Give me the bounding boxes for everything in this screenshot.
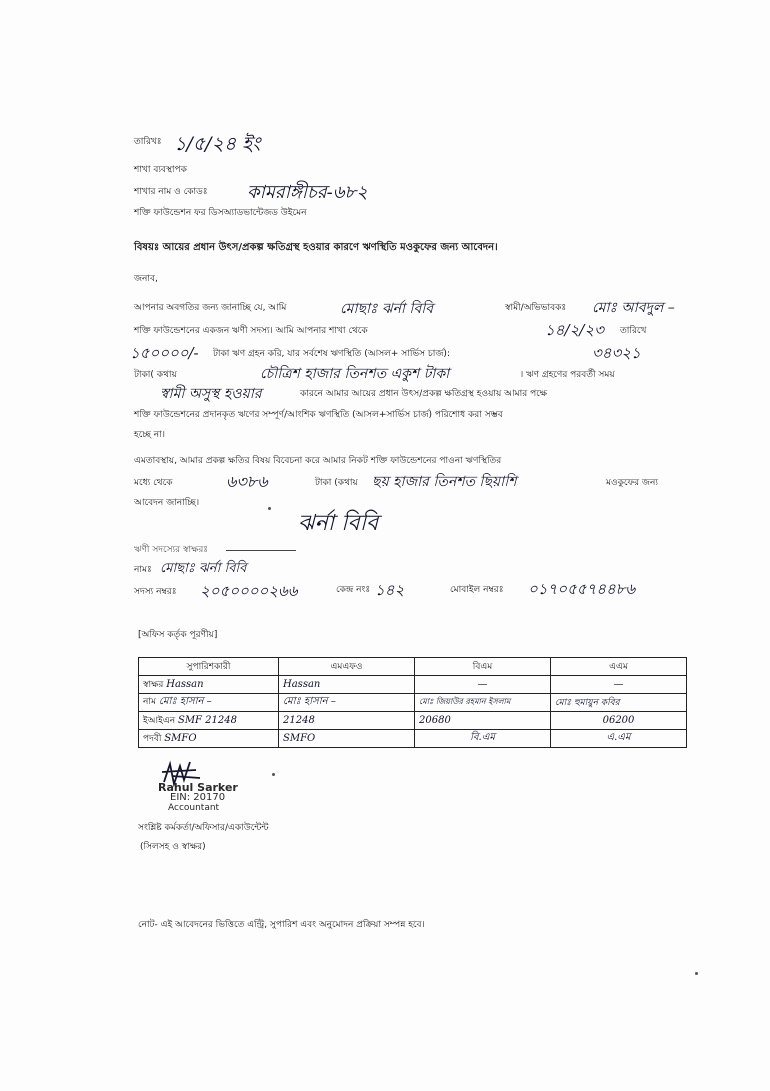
table-header-row	[139, 658, 687, 676]
table-cell: এ.এম	[551, 730, 687, 748]
member-signature-hw: ঝর্না বিবি	[298, 511, 379, 536]
footer-note: নোট- এই আবেদনের ভিত্তিতে এন্ট্রি, সুপারিশ এবং অনুমোদন প্রক্রিয়া সম্পন্ন হবে।	[138, 920, 425, 930]
mobile-label: মোবাইল নম্বরঃ	[450, 585, 504, 595]
applicant-name-hw: মোছাঃ ঝর্না বিবি	[340, 301, 434, 317]
p1-line4-text: টাকা( কথায়	[134, 370, 177, 380]
office-approval-table	[138, 657, 687, 748]
member-name-hw: মোছাঃ ঝর্না বিবি	[160, 561, 247, 576]
guardian-label: স্বামী/অভিভাবকঃ	[505, 303, 567, 313]
waive-words-hw: ছয় হাজার তিনশত ছিয়াশি	[372, 474, 517, 490]
table-cell: মোঃ জিয়াউর রহমান ইসলাম	[415, 694, 551, 712]
salutation: জনাব,	[134, 274, 158, 284]
header-cell: বিএম	[415, 658, 551, 676]
loan-date-hw: ১৪/২/২৩	[545, 321, 604, 339]
accountant-stamp	[158, 783, 238, 813]
row-label: স্বাক্ষর Hassan	[139, 676, 279, 694]
office-section-title: [অফিস কর্তৃক পূরণীয়]	[138, 630, 218, 640]
scan-mark	[268, 507, 271, 510]
row-label: পদবী SMFO	[139, 730, 279, 748]
member-signature-label: ঋণী সদস্যের স্বাক্ষরঃ	[134, 545, 209, 555]
p2-line2-mid: টাকা (কথায়	[315, 478, 358, 488]
subject-line: বিষয়ঃ আয়ের প্রধান উৎস/প্রকল্প ক্ষতিগ্রস্থ হওয়ার কারণে ঋণস্থিতি মওকুফের জন্য আবেদন।	[134, 242, 498, 253]
p1-line7-text: হচ্ছে না।	[134, 430, 165, 440]
p1-line2-end: তারিখে	[620, 326, 647, 336]
p1-line6-text: শক্তি ফাউন্ডেশনের প্রদানকৃত ঋণের সম্পূর্ণ/আংশিক ঋণস্থিতি (আসল+সার্ভিস চার্জ) পরিশোধ করা সম্ভব	[134, 410, 503, 420]
p2-line1-text: এমতাবস্থায়, আমার প্রকল্প ক্ষতির বিষয় বিবেচনা করে আমার নিকট শক্তি ফাউন্ডেশনের পাওনা ঋণস্থিতির	[134, 456, 502, 466]
guardian-name-hw: মোঃ আবদুল –	[592, 300, 675, 316]
mobile-hw: ০১৭০৫৫৭৪৪৮৬	[528, 580, 636, 598]
balance-words-hw: চৌত্রিশ হাজার তিনশত একুশ টাকা	[260, 366, 450, 382]
center-label: কেন্দ্র নংঃ	[336, 585, 371, 595]
p1-line1-text: আপনার অবগতির জন্য জানাচ্ছি যে, আমি	[134, 303, 287, 313]
table-cell: 20680	[415, 712, 551, 730]
member-no-label: সদস্য নম্বরঃ	[134, 587, 177, 597]
reason-hw: স্বামী অসুস্থ হওয়ার	[160, 386, 262, 402]
member-name-label: নামঃ	[134, 565, 152, 575]
table-cell: Hassan	[279, 676, 415, 694]
accountant-label: সংশ্লিষ্ট কর্মকর্তা/অফিসার/একাউন্টেন্ট	[138, 823, 269, 833]
table-cell: —	[551, 676, 687, 694]
member-no-hw: ২০৫০০০০২৬৬	[200, 582, 298, 600]
waive-amount-hw: ৬৩৮৬	[226, 472, 268, 491]
branch-manager-label: শাখা ব্যবস্থাপক	[134, 165, 187, 175]
seal-label: (সিলসহ ও স্বাক্ষর)	[140, 842, 206, 852]
stamp-ein: EIN: 20170	[170, 792, 226, 803]
date-value: ১/৫/২৪ ইং	[174, 133, 261, 155]
header-cell: এমএফও	[279, 658, 415, 676]
table-cell: 06200	[551, 712, 687, 730]
table-cell: মোঃ হাসান –	[279, 694, 415, 712]
table-cell: SMFO	[279, 730, 415, 748]
signature-underline	[226, 550, 296, 551]
table-cell: বি.এম	[415, 730, 551, 748]
row-label: নাম মোঃ হাসান –	[139, 694, 279, 712]
stamp-name: Rahul Sarker	[158, 781, 238, 794]
table-row	[139, 730, 687, 748]
table-row	[139, 712, 687, 730]
p1-line3-text: টাকা ঋণ গ্রহন করি, যার সর্বশেষ ঋণস্থিতি (আসল+ সার্ভিস চার্জ):	[213, 349, 450, 359]
stamp-title: Accountant	[168, 803, 220, 813]
scan-mark	[695, 972, 698, 975]
row-label: ইআইএন SMF 21248	[139, 712, 279, 730]
center-no-hw: ১৪২	[375, 581, 405, 599]
table-row	[139, 676, 687, 694]
p2-line2-end: মওকুফের জন্য	[606, 478, 658, 488]
table-cell: 21248	[279, 712, 415, 730]
organization-line: শক্তি ফাউন্ডেশন ফর ডিসঅ্যাডভান্টেজড উইমেন	[134, 208, 307, 218]
scan-mark	[272, 773, 275, 776]
loan-amount-hw: ১৫০০০০/-	[130, 344, 199, 362]
date-label: তারিখঃ	[134, 137, 162, 147]
p2-line3-text: আবেদন জানাচ্ছি।	[134, 498, 200, 508]
branch-name-value: কামরাঙ্গীচর-৬৮২	[247, 182, 368, 203]
header-cell: সুপারিশকারী	[139, 658, 279, 676]
p1-line5-text: কারনে আমার আয়ের প্রধান উৎস/প্রকল্প ক্ষতিগ্রস্থ হওয়ায় আমার পক্ষে	[300, 389, 548, 399]
p1-line2-text: শক্তি ফাউন্ডেশনের একজন ঋণী সদস্য। আমি আপনার শাখা থেকে	[134, 326, 368, 336]
table-cell: —	[415, 676, 551, 694]
table-cell: মোঃ হুমায়ুন কবির	[551, 694, 687, 712]
table-row	[139, 694, 687, 712]
header-cell: এএম	[551, 658, 687, 676]
branch-name-label: শাখার নাম ও কোডঃ	[134, 187, 208, 197]
p2-line2-text: মধ্যে থেকে	[134, 478, 173, 488]
p1-line4-end: । ঋণ গ্রহণের পরবর্তী সময়	[520, 370, 615, 380]
balance-hw: ৩৪৩২১	[592, 344, 641, 362]
